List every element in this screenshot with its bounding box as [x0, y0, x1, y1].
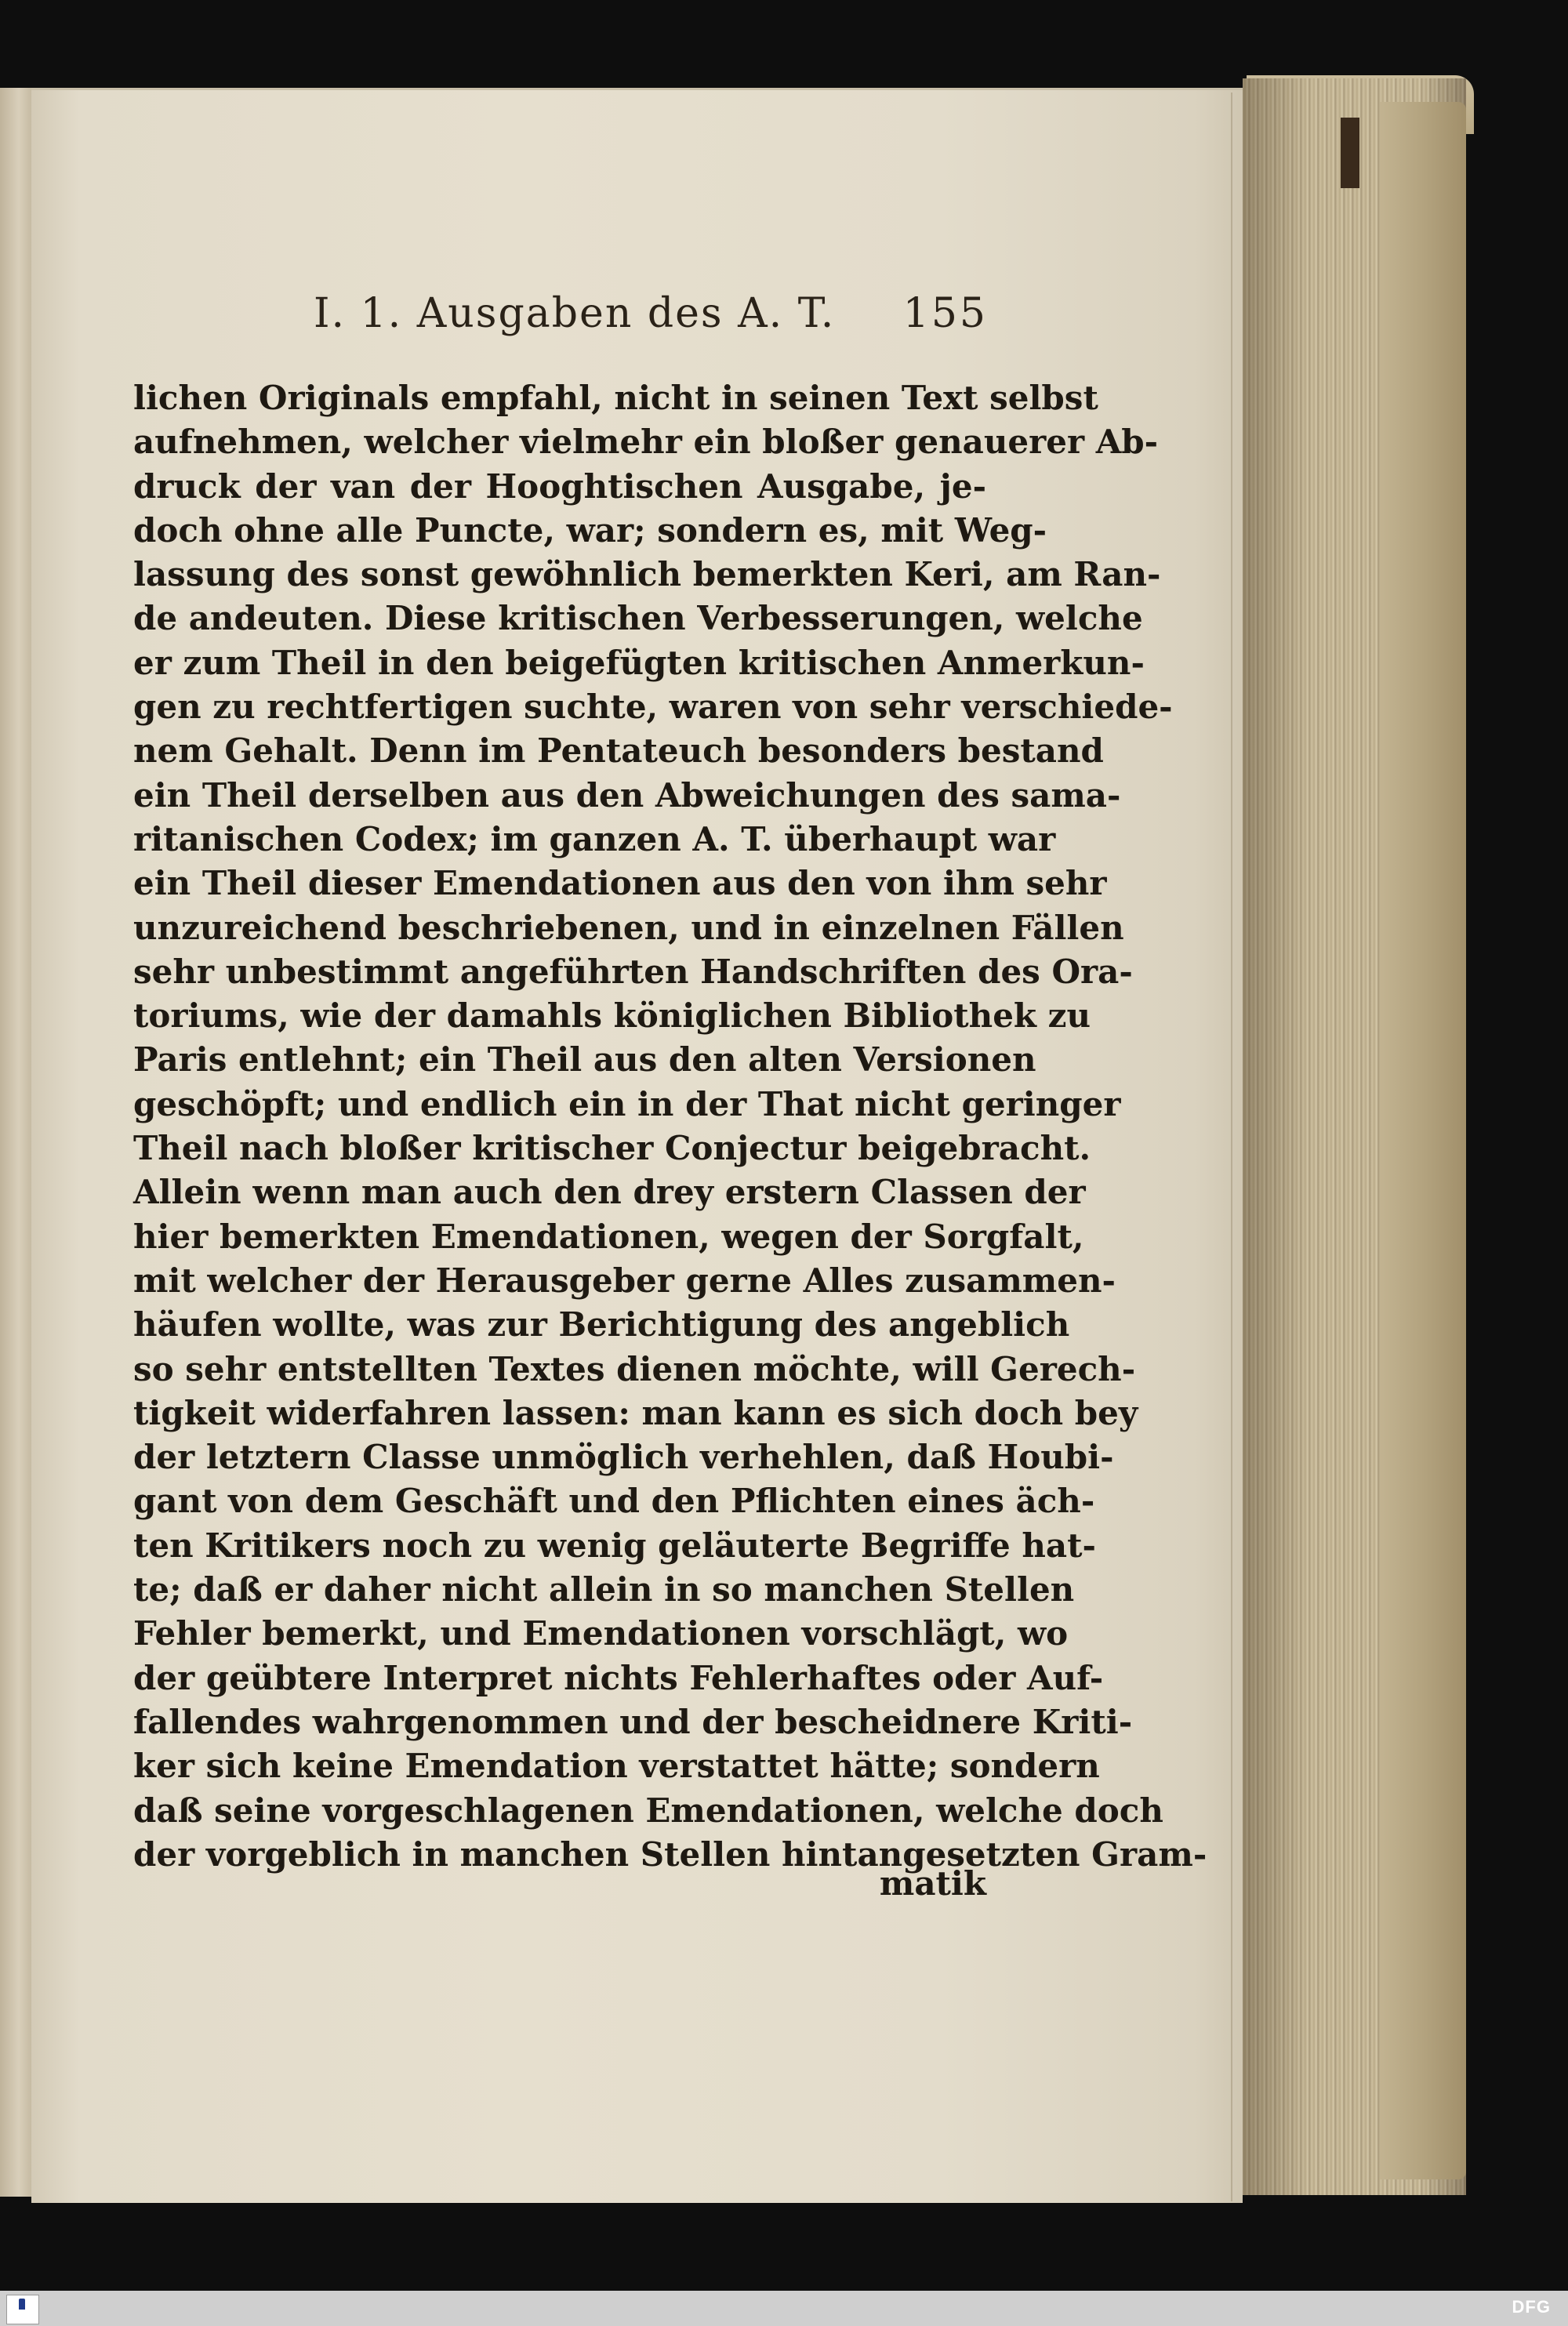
text-line: Allein wenn man auch den drey erstern Classen der: [133, 1173, 1086, 1212]
text-line: ritanischen Codex; im ganzen A. T. überhaupt war: [133, 819, 1056, 858]
text-line: der vorgeblich in manchen Stellen hintangesetzten Gram-: [133, 1834, 1207, 1874]
text-line: te; daß er daher nicht allein in so manchen Stellen: [133, 1570, 1075, 1609]
text-line: ein Theil dieser Emendationen aus den von ihm sehr: [133, 864, 1107, 903]
text-line: Theil nach bloßer kritischer Conjectur beigebracht.: [133, 1129, 1091, 1168]
text-line: gant von dem Geschäft und den Pflichten eines äch-: [133, 1482, 1095, 1521]
text-line: de andeuten. Diese kritischen Verbesserungen, welche: [133, 599, 1143, 638]
library-logo-mark-icon: [19, 2299, 25, 2310]
text-line: ker sich keine Emendation verstattet hätte; sondern: [133, 1747, 1100, 1786]
page-edge-line: [1231, 93, 1232, 2201]
text-line: daß seine vorgeschlagenen Emendationen, welche doch: [133, 1791, 1163, 1830]
text-line: fallendes wahrgenommen und der bescheidnere Kriti-: [133, 1702, 1133, 1741]
text-line: häufen wollte, was zur Berichtigung des angeblich: [133, 1305, 1070, 1344]
text-line: geschöpft; und endlich ein in der That nicht geringer: [133, 1084, 1121, 1123]
body-text: [133, 376, 1207, 1877]
text-line: unzureichend beschriebenen, und in einzelnen Fällen: [133, 908, 1124, 947]
text-line: nem Gehalt. Denn im Pentateuch besonders bestand: [133, 731, 1104, 771]
dfg-logo: DFG: [1512, 2297, 1551, 2317]
text-line: sehr unbestimmt angeführten Handschriften des Ora-: [133, 952, 1133, 991]
text-line: der letztern Classe unmöglich verhehlen, daß Houbi-: [133, 1438, 1114, 1477]
running-head-title: I. 1. Ausgaben des A. T.: [314, 290, 836, 337]
text-line: lichen Originals empfahl, nicht in seinen Text selbst: [133, 379, 1098, 417]
text-line: doch ohne alle Puncte, war; sondern es, mit Weg-: [133, 510, 1047, 550]
text-line: so sehr entstellten Textes dienen möchte, will Gerech-: [133, 1349, 1136, 1388]
text-line: druck der van der Hooghtischen Ausgabe, je-: [133, 466, 986, 506]
text-line: toriums, wie der damahls königlichen Bibliothek zu: [133, 996, 1091, 1036]
text-line: er zum Theil in den beigefügten kritischen Anmerkun-: [133, 643, 1145, 682]
bookmark-ribbon: [1341, 118, 1359, 188]
text-line: hier bemerkten Emendationen, wegen der Sorgfalt,: [133, 1217, 1084, 1256]
book-cover-board: [1380, 102, 1466, 2179]
text-line: ten Kritikers noch zu wenig geläuterte Begriffe hat-: [133, 1526, 1096, 1565]
text-line: mit welcher der Herausgeber gerne Alles zusammen-: [133, 1261, 1116, 1300]
text-line: lassung des sonst gewöhnlich bemerkten Keri, am Ran-: [133, 555, 1161, 594]
facing-page-edge: [0, 88, 31, 2197]
text-line: Paris entlehnt; ein Theil aus den alten Versionen: [133, 1040, 1036, 1080]
text-line: gen zu rechtfertigen suchte, waren von sehr verschiede-: [133, 688, 1173, 727]
text-line: der geübtere Interpret nichts Fehlerhaftes oder Auf-: [133, 1658, 1104, 1697]
text-line: tigkeit widerfahren lassen: man kann es sich doch bey: [133, 1393, 1138, 1432]
running-head: [314, 290, 988, 345]
text-line: ein Theil derselben aus den Abweichungen des sama-: [133, 775, 1121, 815]
text-line: aufnehmen, welcher vielmehr ein bloßer genauerer Ab-: [133, 423, 1159, 462]
catchword: matik: [879, 1864, 986, 1903]
viewer-footer-bar: [0, 2291, 1568, 2326]
page-number: 155: [902, 290, 988, 337]
text-line: Fehler bemerkt, und Emendationen vorschlägt, wo: [133, 1614, 1069, 1653]
